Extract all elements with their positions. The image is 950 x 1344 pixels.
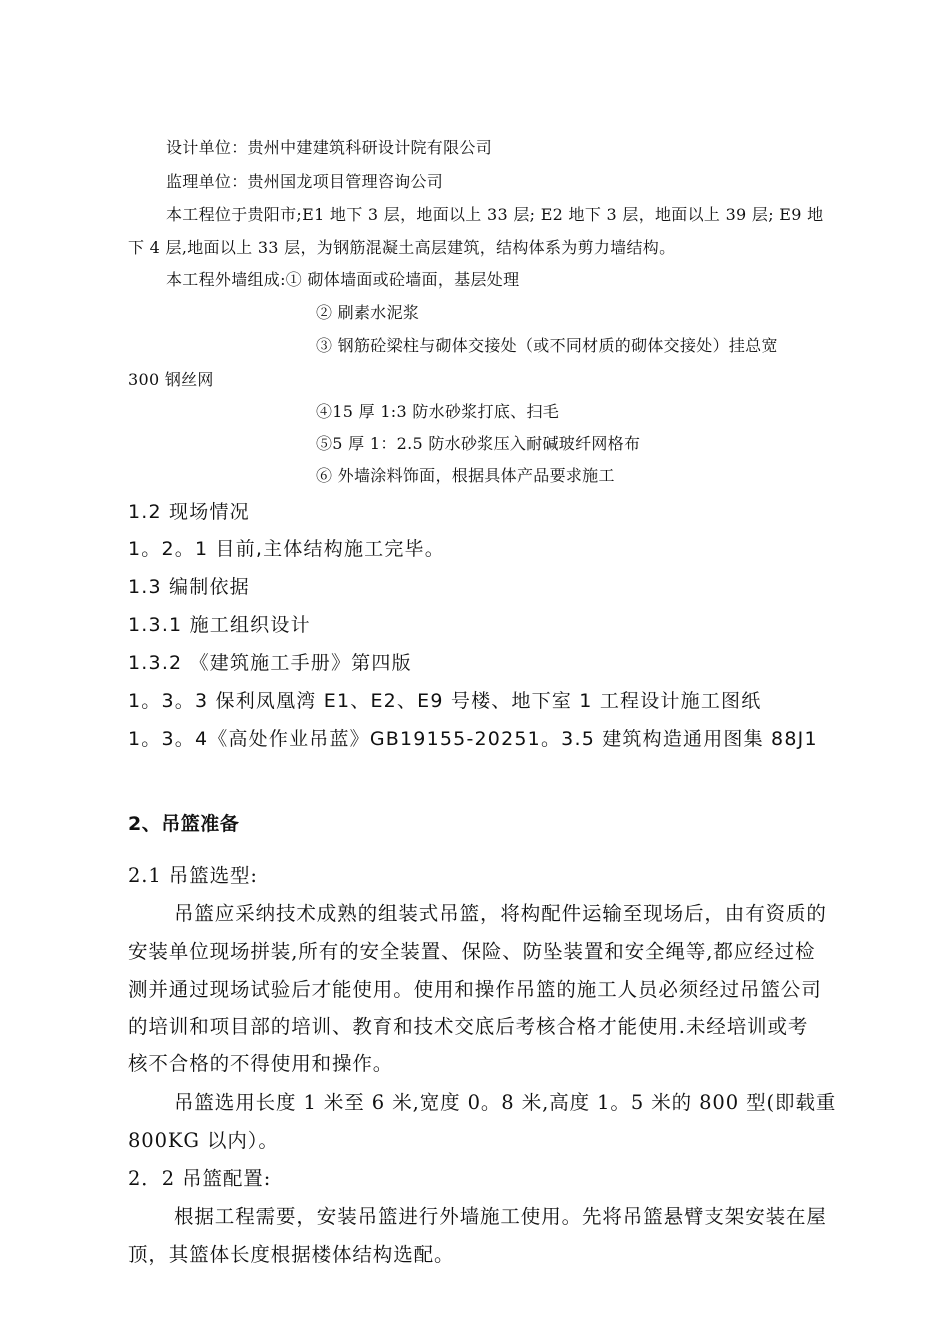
heading-2-2: 2．2 吊篮配置: bbox=[128, 1167, 272, 1190]
wall-composition-item-5: ⑤5 厚 1：2.5 防水砂浆压入耐碱玻纤网格布 bbox=[316, 434, 641, 453]
paragraph-selection-line-1: 吊篮应采纳技术成熟的组装式吊篮，将构配件运输至现场后，由有资质的 bbox=[174, 902, 827, 925]
item-1-3-2: 1.3.2 《建筑施工手册》第四版 bbox=[128, 652, 412, 674]
section-2-heading: 2、吊篮准备 bbox=[128, 813, 240, 835]
supervision-unit: 监理单位：贵州国龙项目管理咨询公司 bbox=[166, 172, 444, 191]
item-1-2-1: 1。2。1 目前,主体结构施工完毕。 bbox=[128, 538, 445, 560]
paragraph-dimensions-line-1: 吊篮选用长度 1 米至 6 米,宽度 0。8 米,高度 1。5 米的 800 型(即载重 bbox=[174, 1091, 837, 1114]
wall-composition-item-2: ② 刷素水泥浆 bbox=[316, 303, 420, 322]
paragraph-config-line-1: 根据工程需要，安装吊篮进行外墙施工使用。先将吊篮悬臂支架安装在屋 bbox=[174, 1205, 827, 1228]
paragraph-selection-line-3: 测并通过现场试验后才能使用。使用和操作吊篮的施工人员必须经过吊篮公司 bbox=[128, 978, 822, 1001]
design-unit: 设计单位：贵州中建建筑科研设计院有限公司 bbox=[166, 138, 493, 157]
item-1-3-4: 1。3。4《高处作业吊蓝》GB19155-20251。3.5 建筑构造通用图集 88J1 bbox=[128, 728, 818, 750]
item-1-3-1: 1.3.1 施工组织设计 bbox=[128, 614, 311, 636]
wall-composition-item-6: ⑥ 外墙涂料饰面，根据具体产品要求施工 bbox=[316, 466, 615, 485]
paragraph-selection-line-5: 核不合格的不得使用和操作。 bbox=[128, 1052, 394, 1075]
project-location-line-2: 下 4 层,地面以上 33 层，为钢筋混凝土高层建筑，结构体系为剪力墙结构。 bbox=[128, 238, 676, 257]
heading-1-3: 1.3 编制依据 bbox=[128, 576, 250, 598]
wall-composition-item-3-cont: 300 钢丝网 bbox=[128, 370, 214, 389]
item-1-3-3: 1。3。3 保利凤凰湾 E1、E2、E9 号楼、地下室 1 工程设计施工图纸 bbox=[128, 690, 762, 712]
heading-1-2: 1.2 现场情况 bbox=[128, 501, 250, 523]
paragraph-selection-line-2: 安装单位现场拼装,所有的安全装置、保险、防坠装置和安全绳等,都应经过检 bbox=[128, 940, 816, 963]
wall-composition-item-3: ③ 钢筋砼梁柱与砌体交接处（或不同材质的砌体交接处）挂总宽 bbox=[316, 336, 778, 355]
paragraph-dimensions-line-2: 800KG 以内）。 bbox=[128, 1129, 279, 1152]
wall-composition-item-1: 本工程外墙组成:① 砌体墙面或砼墙面，基层处理 bbox=[166, 270, 520, 289]
wall-composition-item-4: ④15 厚 1:3 防水砂浆打底、扫毛 bbox=[316, 402, 560, 421]
heading-2-1: 2.1 吊篮选型: bbox=[128, 864, 258, 887]
project-location-line-1: 本工程位于贵阳市;E1 地下 3 层，地面以上 33 层; E2 地下 3 层，地面以上 39 层; E9 地 bbox=[166, 205, 824, 224]
paragraph-config-line-2: 顶，其篮体长度根据楼体结构选配。 bbox=[128, 1243, 455, 1266]
paragraph-selection-line-4: 的培训和项目部的培训、教育和技术交底后考核合格才能使用.未经培训或考 bbox=[128, 1015, 809, 1038]
